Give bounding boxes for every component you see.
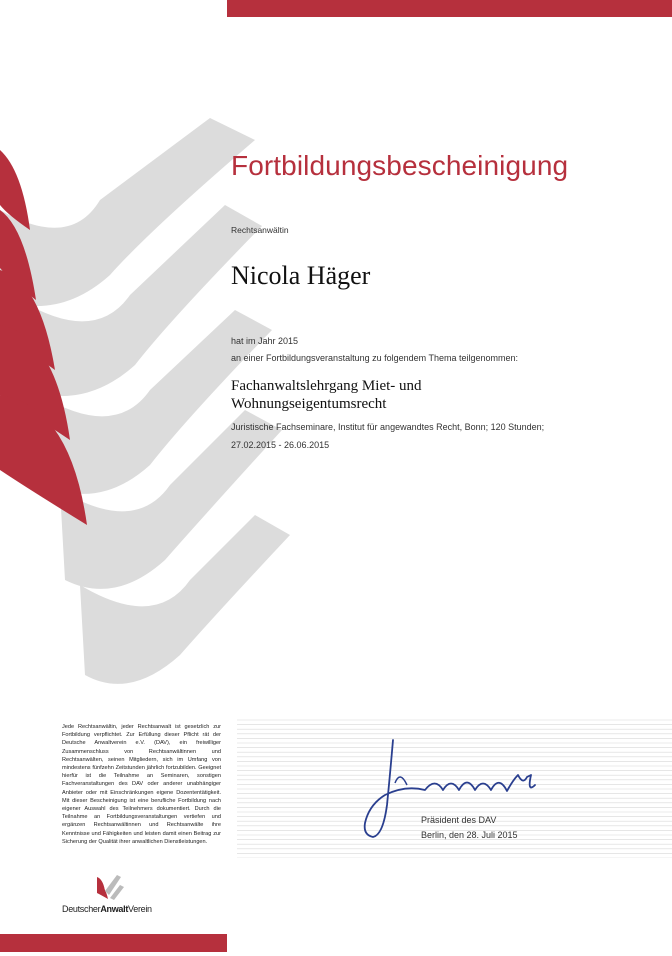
- signer-role: Präsident des DAV: [421, 815, 497, 825]
- logo-text-part-2: Anwalt: [100, 904, 129, 914]
- certificate-title: Fortbildungsbescheinigung: [231, 150, 569, 181]
- salutation: Rechtsanwältin: [231, 225, 289, 235]
- course-topic-line-1: Fachanwaltslehrgang Miet- und: [231, 378, 422, 394]
- course-topic: [231, 377, 531, 413]
- signature-place-date: Berlin, den 28. Juli 2015: [421, 830, 518, 840]
- year-line: hat im Jahr 2015: [231, 336, 299, 346]
- course-dates: 27.02.2015 - 26.06.2015: [231, 440, 330, 450]
- dav-logo-text: [62, 904, 152, 914]
- recipient-name: Nicola Häger: [231, 261, 371, 290]
- signature-image: [355, 735, 545, 845]
- dav-logo-icon: [95, 871, 125, 901]
- logo-text-part-1: Deutscher: [62, 904, 101, 914]
- course-topic-line-2: Wohnungseigentumsrecht: [231, 396, 387, 412]
- bottom-red-bar: [0, 934, 227, 952]
- course-details: Juristische Fachseminare, Institut für angewandtes Recht, Bonn; 120 Stunden;: [231, 422, 545, 432]
- info-text: Jede Rechtsanwältin, jeder Rechtsanwalt ist gesetzlich zur Fortbildung verpflichtet. Zur Erfüllung dieser Pflicht rät der Deutsche Anwaltverein e.V. (DAV), ein freiwilliger Zusammenschluss von Rechtsanwältinnen und Rechtsanwälten, seinen Mitgliedern, sich im Umfang von mindestens fünfzehn Zeitstunden jährlich fortzubilden. Geeignet hierfür ist die Teilnahme an Seminaren, sonstigen Fachveranstaltungen des DAV oder anderer unabhängiger Anbieter oder mit Einschränkungen eigene Dozententätigkeit. Mit dieser Bescheinigung ist eine berufliche Fortbildung nach eigener Auswahl des Teilnehmers dokumentiert. Durch die Teilnahme an Fortbildungsveranstaltungen vertiefen und ergänzen Rechtsanwältinnen und Rechtsanwälte ihre Kenntnisse und Fähigkeiten und leisten damit einen Beitrag zur Sicherung der Qualität ihrer anwaltlichen Dienstleistungen.: [62, 724, 221, 845]
- intro-line: an einer Fortbildungsveranstaltung zu folgendem Thema teilgenommen:: [231, 353, 519, 363]
- logo-text-part-3: Verein: [128, 904, 152, 914]
